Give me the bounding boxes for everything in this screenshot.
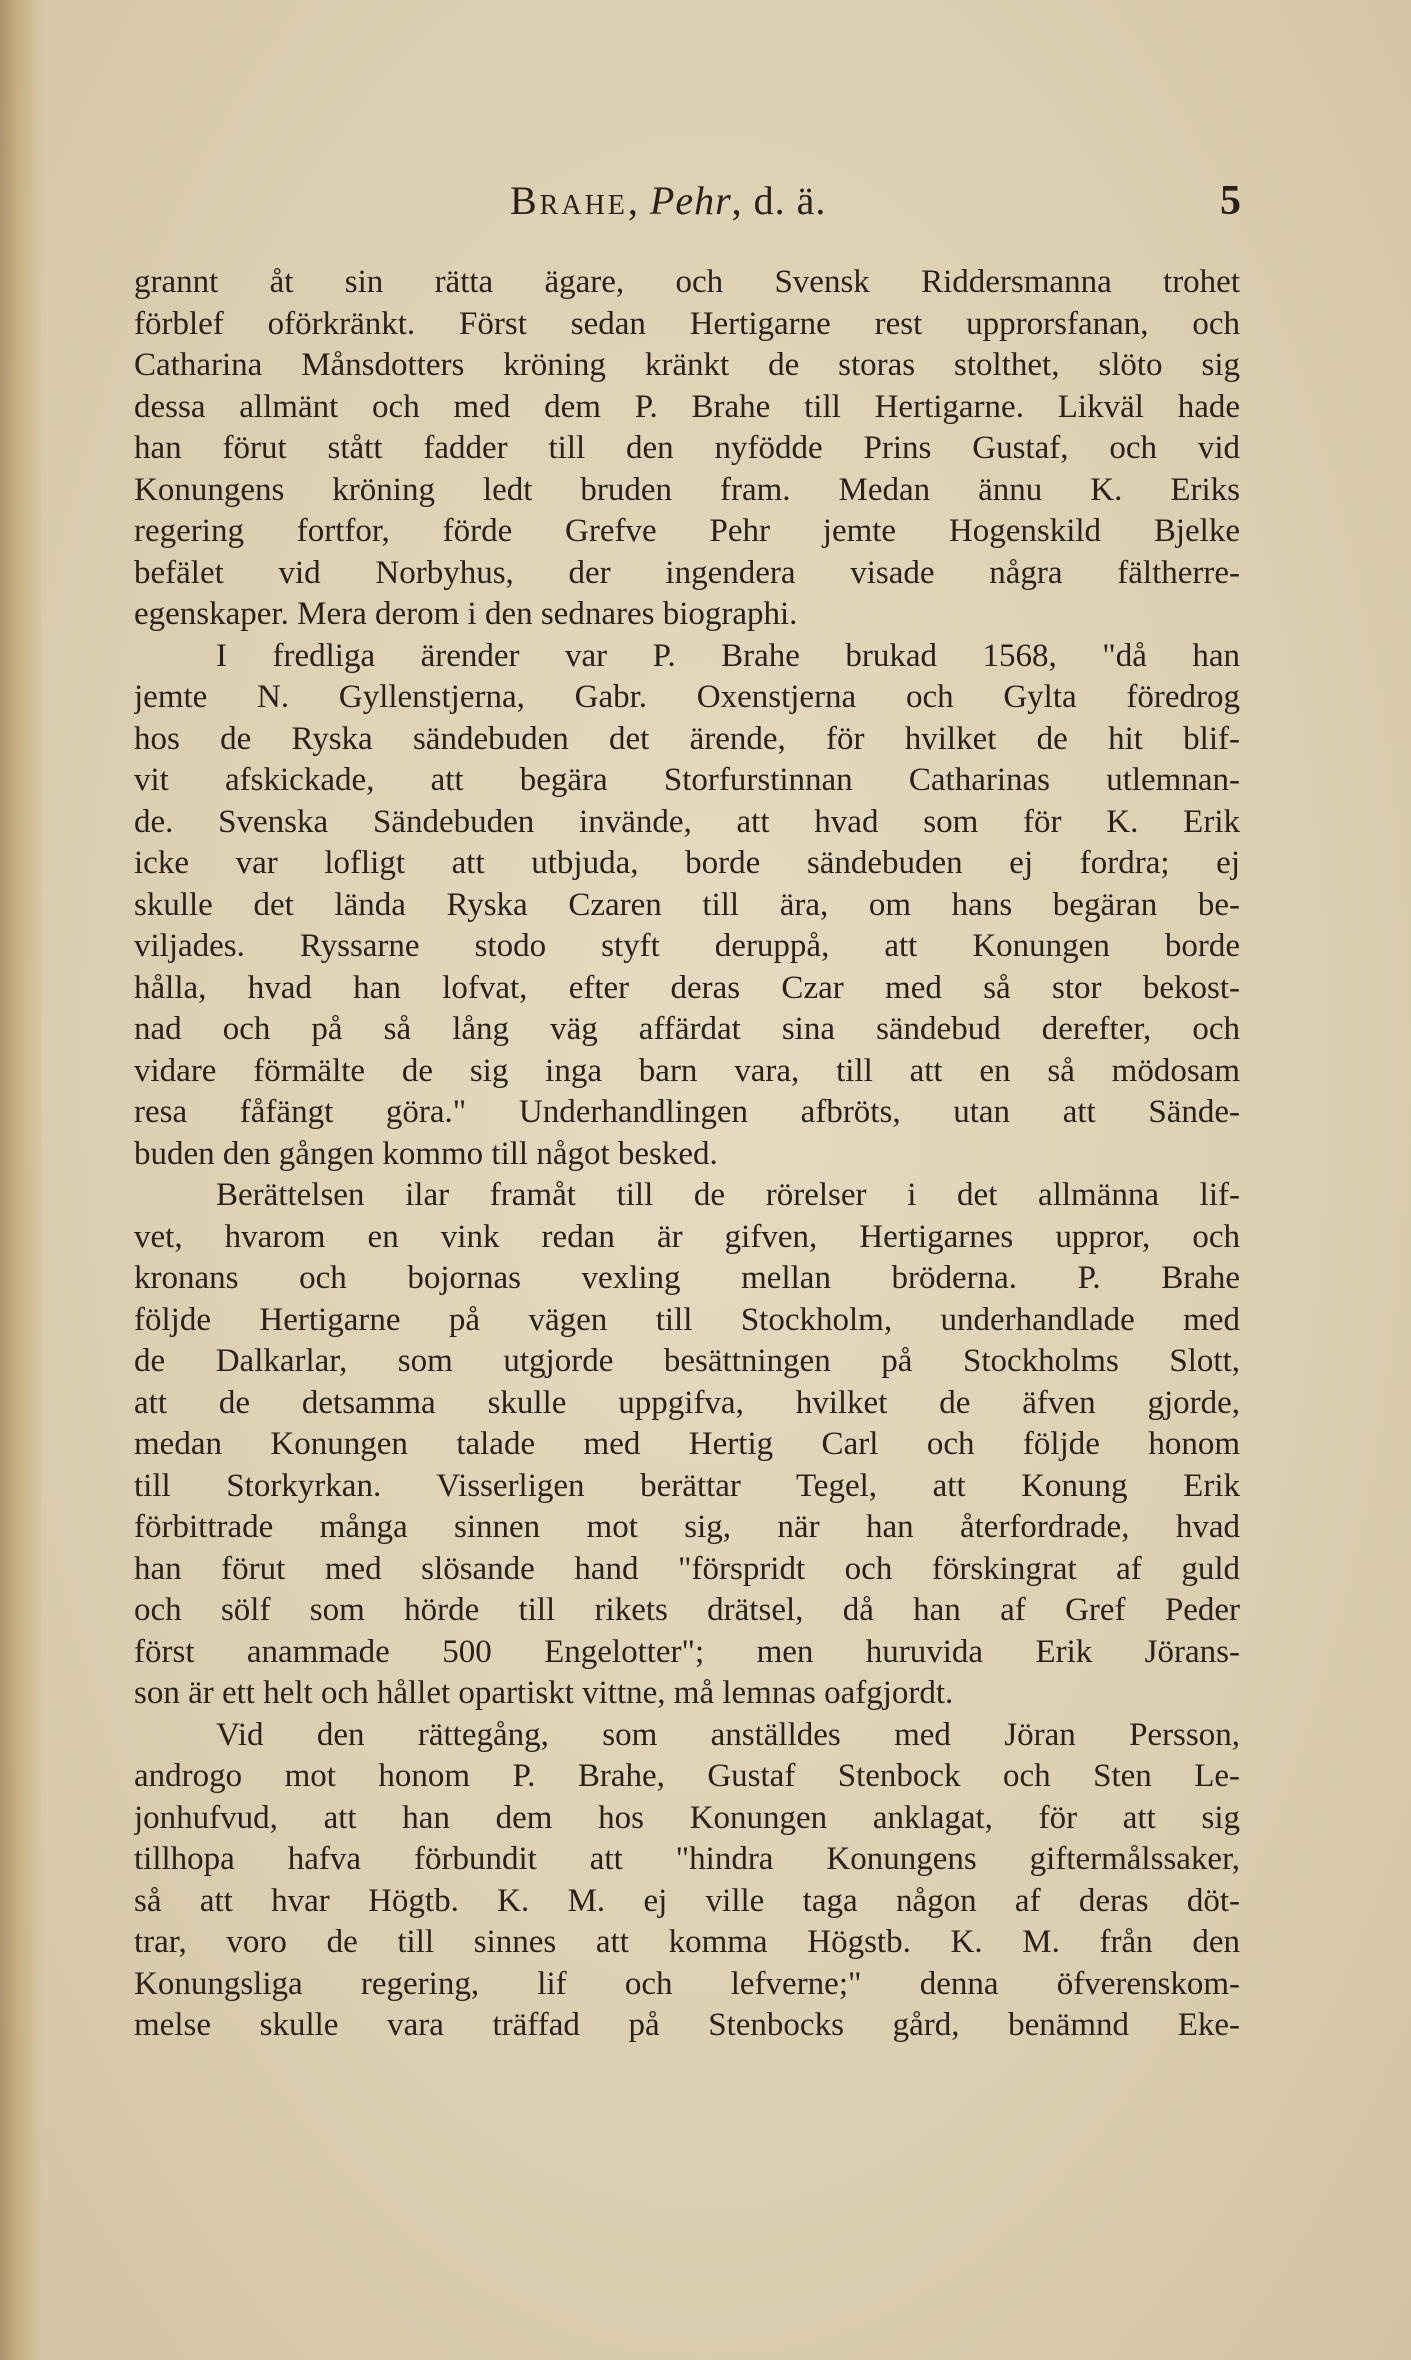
text-line: att de detsamma skulle uppgifva, hvilket de äfven gjorde, bbox=[134, 1384, 1240, 1421]
running-header bbox=[0, 176, 1411, 226]
running-title-separator: , bbox=[627, 178, 650, 223]
text-line: Vid den rättegång, som anställdes med Jöran Persson, bbox=[216, 1716, 1240, 1753]
text-line: kronans och bojornas vexling mellan bröderna. P. Brahe bbox=[134, 1260, 1240, 1296]
text-line: icke var lofligt att utbjuda, borde sändebuden ej fordra; ej bbox=[134, 845, 1240, 881]
text-line: förbittrade många sinnen mot sig, när han återfordrade, hvad bbox=[134, 1509, 1240, 1545]
text-line: jemte N. Gyllenstjerna, Gabr. Oxenstjerna och Gylta föredrog bbox=[134, 679, 1240, 715]
text-line: buden den gången kommo till något besked. bbox=[134, 1135, 718, 1172]
text-line: han förut med slösande hand "förspridt och förskingrat af guld bbox=[134, 1550, 1240, 1587]
text-line: Konungsliga regering, lif och lefverne;" denna öfverenskom- bbox=[134, 1965, 1240, 2002]
text-line: viljades. Ryssarne stodo styft deruppå, att Konungen borde bbox=[134, 928, 1240, 964]
text-line: I fredliga ärender var P. Brahe brukad 1568, "då han bbox=[216, 637, 1240, 674]
text-line: nad och på så lång väg affärdat sina sändebud derefter, och bbox=[134, 1011, 1240, 1047]
text-line: vit afskickade, att begära Storfurstinnan Catharinas utlemnan- bbox=[134, 762, 1240, 798]
text-line: han förut stått fadder till den nyfödde Prins Gustaf, och vid bbox=[134, 430, 1240, 466]
text-line: befälet vid Norbyhus, der ingendera visade några fältherre- bbox=[134, 554, 1240, 591]
text-line: så att hvar Högtb. K. M. ej ville taga någon af deras döt- bbox=[134, 1882, 1240, 1919]
text-line: förblef oförkränkt. Först sedan Hertigarne rest upprorsfanan, och bbox=[134, 305, 1240, 342]
text-line: jonhufvud, att han dem hos Konungen anklagat, för att sig bbox=[134, 1799, 1240, 1836]
running-title bbox=[510, 176, 826, 226]
text-line: till Storkyrkan. Visserligen berättar Tegel, att Konung Erik bbox=[134, 1467, 1240, 1504]
text-line: hos de Ryska sändebuden det ärende, för hvilket de hit blif- bbox=[134, 720, 1240, 757]
text-line: dessa allmänt och med dem P. Brahe till Hertigarne. Likväl hade bbox=[134, 388, 1240, 425]
text-line: Konungens kröning ledt bruden fram. Medan ännu K. Eriks bbox=[134, 471, 1240, 508]
text-line: hålla, hvad han lofvat, efter deras Czar med så stor bekost- bbox=[134, 969, 1240, 1006]
text-line: vet, hvarom en vink redan är gifven, Hertigarnes uppror, och bbox=[134, 1218, 1240, 1255]
text-line: egenskaper. Mera derom i den sednares biographi. bbox=[134, 596, 798, 632]
text-line: Berättelsen ilar framåt till de rörelser i det allmänna lif- bbox=[216, 1177, 1240, 1213]
text-line: trar, voro de till sinnes att komma Högstb. K. M. från den bbox=[134, 1924, 1240, 1960]
text-line: son är ett helt och hållet opartiskt vittne, må lemnas oafgjordt. bbox=[134, 1675, 954, 1711]
text-line: melse skulle vara träffad på Stenbocks gård, benämnd Eke- bbox=[134, 2007, 1240, 2043]
text-line: medan Konungen talade med Hertig Carl och följde honom bbox=[134, 1426, 1240, 1462]
text-line: följde Hertigarne på vägen till Stockholm, underhandlade med bbox=[134, 1301, 1240, 1338]
text-line: och sölf som hörde till rikets drätsel, då han af Gref Peder bbox=[134, 1592, 1240, 1628]
book-spine-shadow bbox=[0, 0, 42, 2360]
page-number: 5 bbox=[1220, 178, 1241, 224]
text-line: grannt åt sin rätta ägare, och Svensk Riddersmanna trohet bbox=[134, 264, 1240, 300]
text-line: androgo mot honom P. Brahe, Gustaf Stenbock och Sten Le- bbox=[134, 1758, 1240, 1794]
body-text bbox=[134, 262, 1240, 2047]
text-line: Catharina Månsdotters kröning kränkt de storas stolthet, slöto sig bbox=[134, 347, 1240, 383]
text-line: resa fåfängt göra." Underhandlingen afbröts, utan att Sände- bbox=[134, 1094, 1240, 1130]
text-line: de Dalkarlar, som utgjorde besättningen på Stockholms Slott, bbox=[134, 1343, 1240, 1379]
text-line: vidare förmälte de sig inga barn vara, till att en så mödosam bbox=[134, 1052, 1240, 1089]
text-line: skulle det lända Ryska Czaren till ära, om hans begäran be- bbox=[134, 886, 1240, 923]
text-line: först anammade 500 Engelotter"; men huruvida Erik Jörans- bbox=[134, 1633, 1240, 1670]
running-title-suffix: , d. ä. bbox=[731, 178, 827, 223]
text-line: regering fortfor, förde Grefve Pehr jemte Hogenskild Bjelke bbox=[134, 513, 1240, 549]
running-title-name: Brahe bbox=[510, 178, 628, 223]
text-line: tillhopa hafva förbundit att "hindra Konungens giftermålssaker, bbox=[134, 1841, 1240, 1877]
text-line: de. Svenska Sändebuden invände, att hvad som för K. Erik bbox=[134, 803, 1240, 840]
running-title-forename: Pehr bbox=[649, 178, 732, 223]
